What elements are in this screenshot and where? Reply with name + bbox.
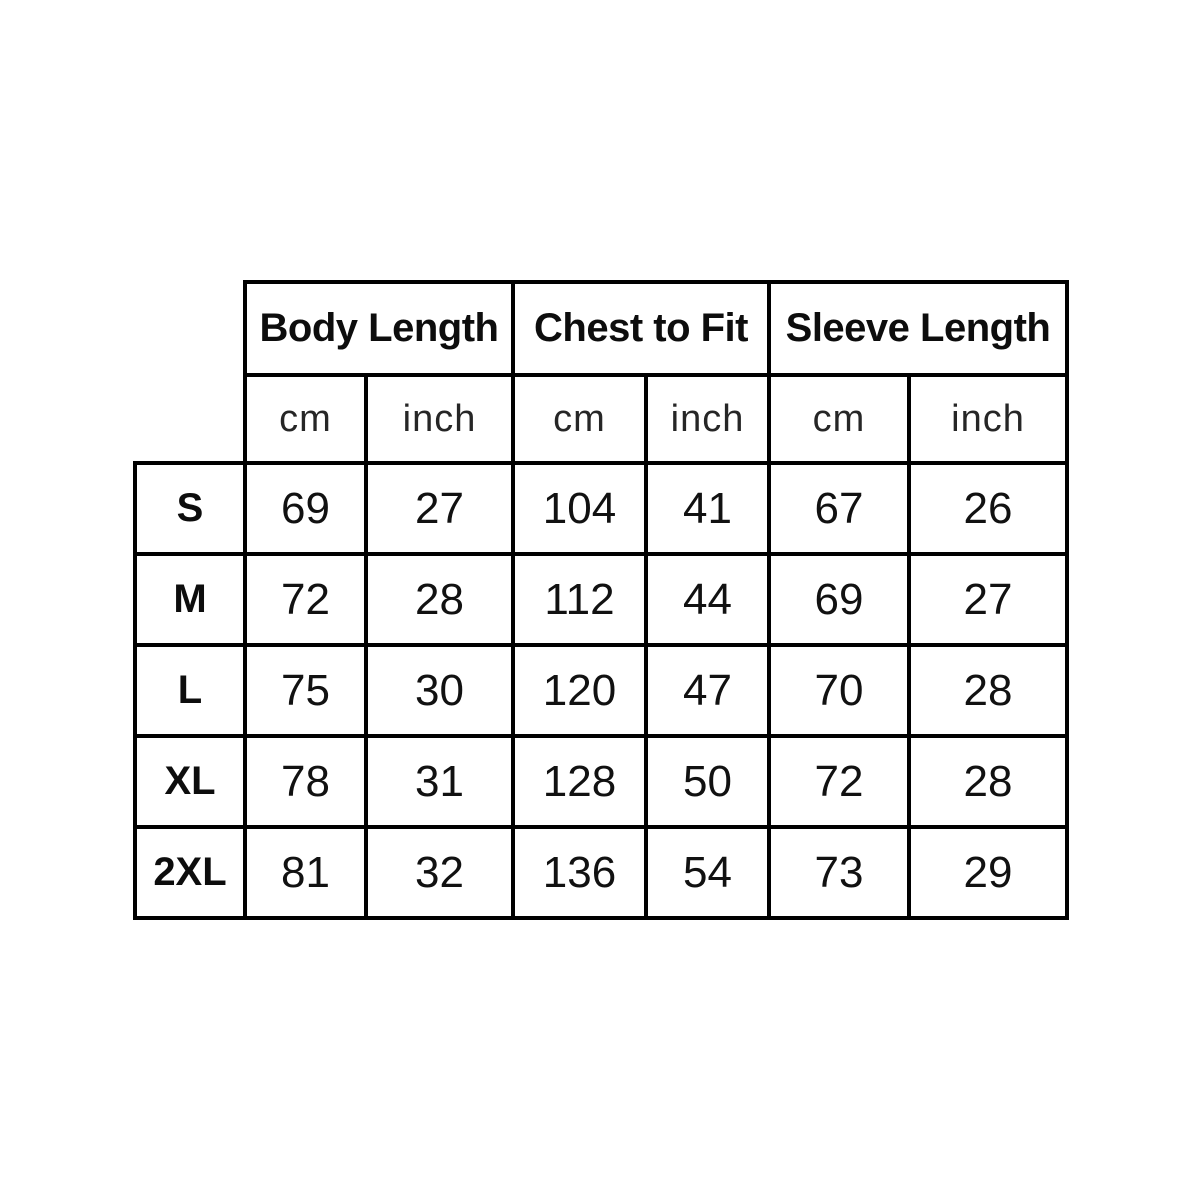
table-row-s: [135, 463, 1067, 554]
cell-m-chest-inch: 44: [646, 554, 769, 645]
cell-2xl-chest-inch: 54: [646, 827, 769, 918]
size-chart-table: [133, 280, 1069, 920]
unit-header-sleeve-inch: inch: [909, 375, 1067, 463]
header-body-length: Body Length: [245, 282, 513, 375]
size-label-s: S: [135, 463, 245, 554]
size-label-m: M: [135, 554, 245, 645]
cell-2xl-body-inch: 32: [366, 827, 513, 918]
cell-2xl-chest-cm: 136: [513, 827, 646, 918]
table-row-xl: [135, 736, 1067, 827]
cell-s-body-cm: 69: [245, 463, 366, 554]
unit-header-chest-inch: inch: [646, 375, 769, 463]
table-row-2xl: [135, 827, 1067, 918]
header-chest-to-fit: Chest to Fit: [513, 282, 769, 375]
unit-header-chest-cm: cm: [513, 375, 646, 463]
header-sleeve-length: Sleeve Length: [769, 282, 1067, 375]
cell-xl-body-inch: 31: [366, 736, 513, 827]
unit-header-body-cm: cm: [245, 375, 366, 463]
cell-m-body-inch: 28: [366, 554, 513, 645]
cell-xl-sleeve-inch: 28: [909, 736, 1067, 827]
cell-l-body-inch: 30: [366, 645, 513, 736]
cell-l-sleeve-inch: 28: [909, 645, 1067, 736]
blank-corner-cell: [135, 282, 245, 463]
cell-m-chest-cm: 112: [513, 554, 646, 645]
cell-l-sleeve-cm: 70: [769, 645, 909, 736]
cell-2xl-sleeve-inch: 29: [909, 827, 1067, 918]
cell-m-body-cm: 72: [245, 554, 366, 645]
cell-s-sleeve-cm: 67: [769, 463, 909, 554]
unit-header-row: [135, 375, 1067, 463]
size-label-2xl: 2XL: [135, 827, 245, 918]
cell-s-sleeve-inch: 26: [909, 463, 1067, 554]
cell-m-sleeve-cm: 69: [769, 554, 909, 645]
size-label-xl: XL: [135, 736, 245, 827]
cell-s-chest-inch: 41: [646, 463, 769, 554]
cell-l-chest-cm: 120: [513, 645, 646, 736]
cell-2xl-sleeve-cm: 73: [769, 827, 909, 918]
unit-header-sleeve-cm: cm: [769, 375, 909, 463]
cell-m-sleeve-inch: 27: [909, 554, 1067, 645]
cell-2xl-body-cm: 81: [245, 827, 366, 918]
cell-xl-chest-inch: 50: [646, 736, 769, 827]
cell-s-body-inch: 27: [366, 463, 513, 554]
table-row-m: [135, 554, 1067, 645]
cell-xl-chest-cm: 128: [513, 736, 646, 827]
cell-l-body-cm: 75: [245, 645, 366, 736]
group-header-row: [135, 282, 1067, 375]
cell-xl-sleeve-cm: 72: [769, 736, 909, 827]
unit-header-body-inch: inch: [366, 375, 513, 463]
size-label-l: L: [135, 645, 245, 736]
cell-l-chest-inch: 47: [646, 645, 769, 736]
cell-xl-body-cm: 78: [245, 736, 366, 827]
cell-s-chest-cm: 104: [513, 463, 646, 554]
table-row-l: [135, 645, 1067, 736]
